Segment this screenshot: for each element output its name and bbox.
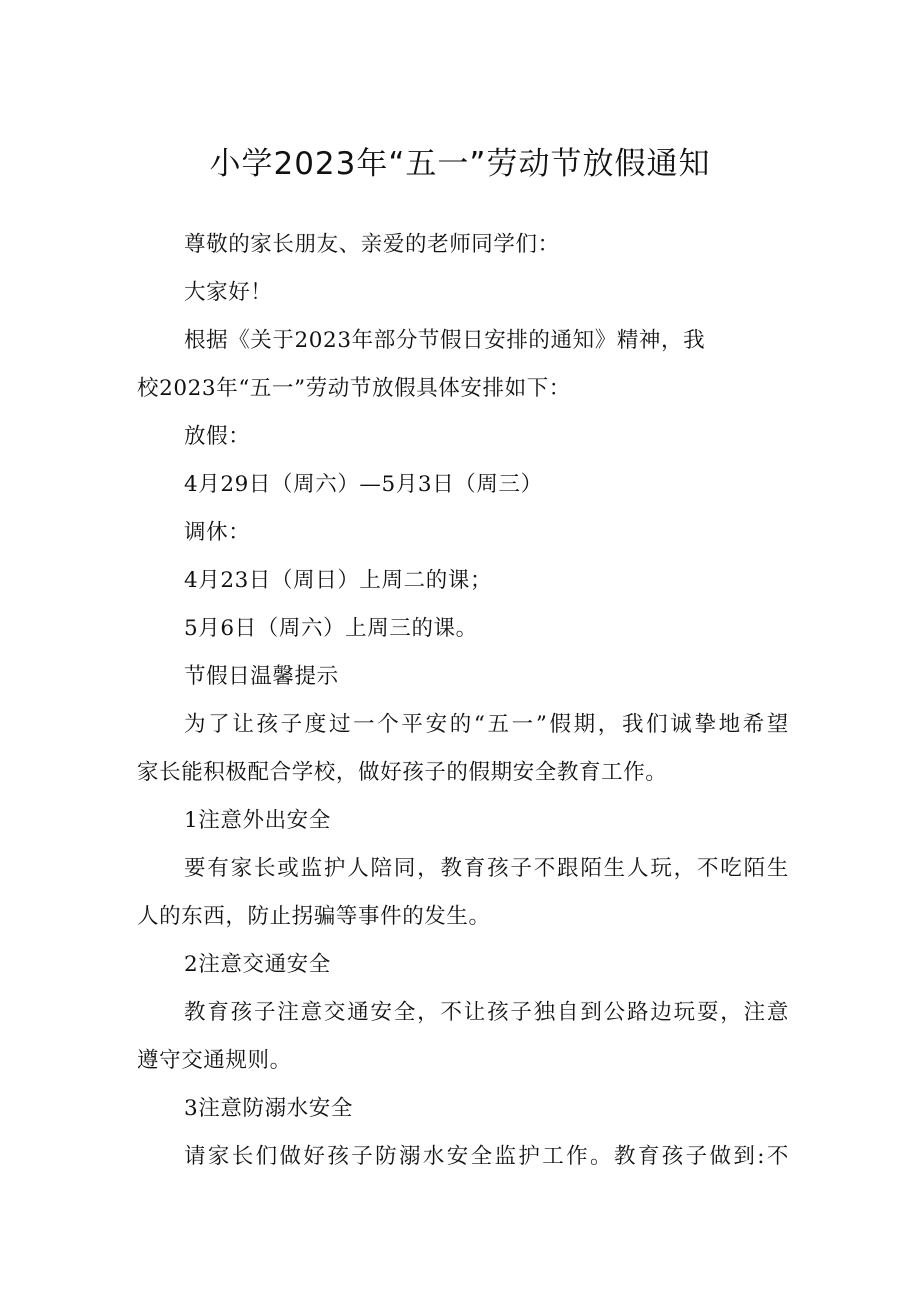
section-1-body-line-2: 人的东西，防止拐骗等事件的发生。 (137, 904, 491, 929)
makeup-heading: 调休： (184, 520, 251, 545)
tips-intro-line-2: 家长能积极配合学校，做好孩子的假期安全教育工作。 (137, 760, 668, 785)
section-3-heading: 3注意防溺水安全 (184, 1096, 353, 1121)
document-title: 小学2023年“五一”劳动节放假通知 (209, 146, 711, 182)
salutation: 尊敬的家长朋友、亲爱的老师同学们： (184, 232, 560, 257)
section-1-heading: 1注意外出安全 (184, 808, 331, 833)
makeup-day-2: 5月6日（周六）上周三的课。 (184, 616, 478, 641)
section-2-body-line-1: 教育孩子注意交通安全，不让孩子独自到公路边玩耍，注意 (184, 1000, 789, 1025)
greeting: 大家好！ (184, 280, 273, 305)
tips-heading: 节假日温馨提示 (184, 664, 339, 689)
makeup-day-1: 4月23日（周日）上周二的课； (184, 568, 493, 593)
holiday-heading: 放假： (184, 424, 251, 449)
holiday-dates: 4月29日（周六）—5月3日（周三） (184, 472, 543, 497)
section-3-body-line-1: 请家长们做好孩子防溺水安全监护工作。教育孩子做到:不 (184, 1144, 789, 1169)
paragraph-intro-line-2: 校2023年“五一”劳动节放假具体安排如下： (137, 376, 571, 401)
section-2-body-line-2: 遵守交通规则。 (137, 1048, 292, 1073)
section-2-heading: 2注意交通安全 (184, 952, 331, 977)
tips-intro-line-1: 为了让孩子度过一个平安的“五一”假期，我们诚挚地希望 (184, 712, 789, 737)
paragraph-intro-line-1: 根据《关于2023年部分节假日安排的通知》精神，我 (184, 328, 706, 353)
section-1-body-line-1: 要有家长或监护人陪同，教育孩子不跟陌生人玩，不吃陌生 (184, 856, 789, 881)
